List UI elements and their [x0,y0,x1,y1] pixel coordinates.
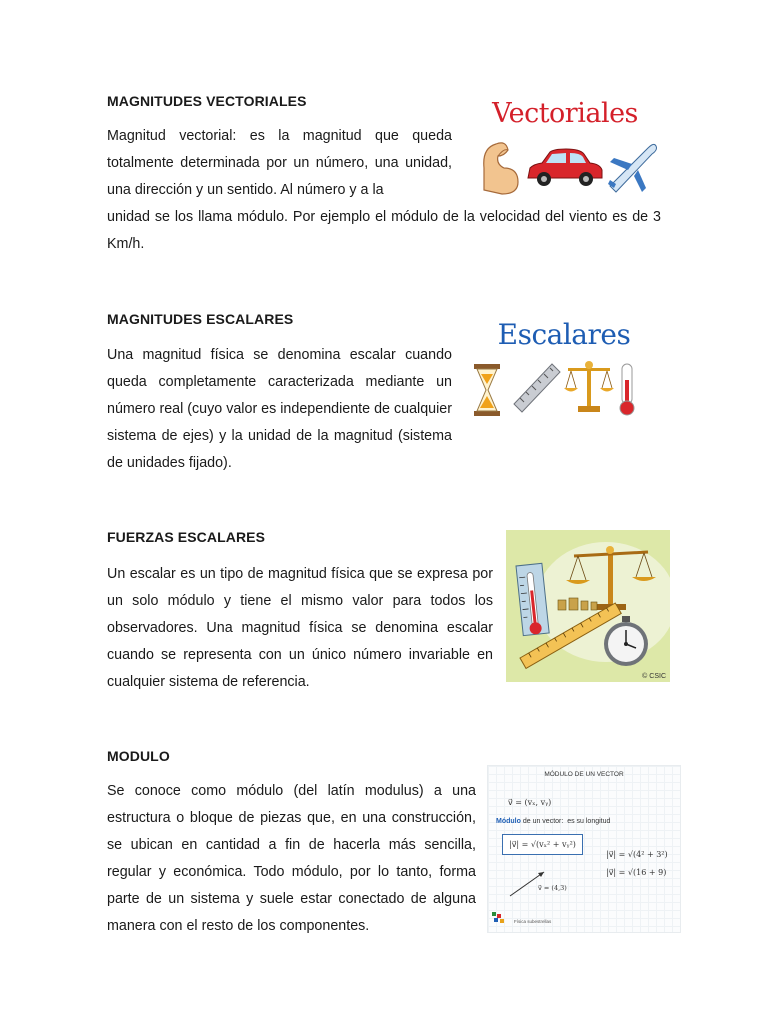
modulo-subtitle-rest: de un vector: [520,818,564,825]
text-line: más sencilla, regular y económica. Todo módulo, por lo [107,837,476,880]
escalares-illustration [466,318,662,422]
text-line: por un solo módulo y tiene el mismo valor para todos los [107,566,493,609]
text-line: Magnitud vectorial: es la magnitud que queda [107,128,452,144]
text-line: cuando se representa con un único número invariable en [107,647,493,663]
balance-scale-icon [564,361,614,412]
equation-1: |v⃗| = √(4² + 3²) [606,850,668,859]
modulo-formula: |v⃗| = √(vₓ² + vᵧ²) [502,834,583,855]
text-line: conectado de alguna manera con el resto de los [107,891,476,934]
paragraph-vectoriales [107,123,452,204]
thermometer-icon [620,364,634,415]
paragraph-fuerzas [107,561,493,696]
equation-2: |v⃗| = √(16 + 9) [606,868,667,877]
modulo-vector-diagram [487,765,681,933]
modulo-subtitle-tail: es su longitud [567,818,611,825]
arm-muscle-icon [484,143,518,194]
diagram-footer: Física subestrellas [514,919,552,924]
vector-definition: v⃗ = (vₓ, vᵧ) [508,798,552,807]
text-line: Una magnitud física se denomina escalar cuando [107,347,452,363]
modulo-word: Módulo [496,818,521,825]
text-line: observadores. Una magnitud física se denomina escalar [107,620,493,636]
fuerzas-illustration [506,530,670,682]
figure-title: Vectoriales [492,98,638,129]
paragraph-modulo [107,778,476,940]
vectoriales-illustration [470,98,660,202]
text-line: de 3 Km/h. [107,209,661,252]
hourglass-icon [474,364,500,416]
text-line: número real (cuyo valor es independiente de [107,401,390,417]
text-line: construcción, se ubican en cantidad a fin de hacerla [107,810,476,853]
text-line: estructura o bloque de piezas que, en una [107,810,387,826]
section-heading-vectoriales: MAGNITUDES VECTORIALES [107,93,307,109]
text-line: unidad se los llama módulo. Por ejemplo el módulo de la velocidad del viento es [107,209,628,225]
diagram-title: MÓDULO DE UN VECTOR [544,771,624,778]
text-line: cualquier sistema de ejes) y la unidad de la [107,401,452,444]
point-label: v⃗ = (4,3) [538,884,567,892]
section-heading-modulo: MODULO [107,748,170,764]
paragraph-vectoriales-cont [107,204,661,258]
logo-icon [492,912,504,923]
section-heading-escalares: MAGNITUDES ESCALARES [107,311,294,327]
text-line: cualquier sistema de referencia. [107,674,310,690]
text-line: Un escalar es un tipo de magnitud física que se expresa [107,566,468,582]
text-line: magnitud (sistema de unidades fijado). [107,428,452,471]
text-line: unidad, una dirección y un sentido. Al número y a la [107,155,452,198]
text-line: tanto, forma parte de un sistema y suele estar [107,864,476,907]
text-line: totalmente determinada por un número, una [107,155,399,171]
figure-title: Escalares [497,318,631,351]
image-credit: © CSIC [642,673,666,680]
ruler-icon [514,364,560,412]
airplane-icon [608,144,657,192]
text-line: Se conoce como módulo (del latín modulus) a una [107,783,476,799]
text-line: queda completamente caracterizada mediante un [107,374,452,390]
red-car-icon [528,149,602,186]
section-heading-fuerzas: FUERZAS ESCALARES [107,529,266,545]
paragraph-escalares [107,342,452,477]
text-line: componentes. [279,918,370,934]
